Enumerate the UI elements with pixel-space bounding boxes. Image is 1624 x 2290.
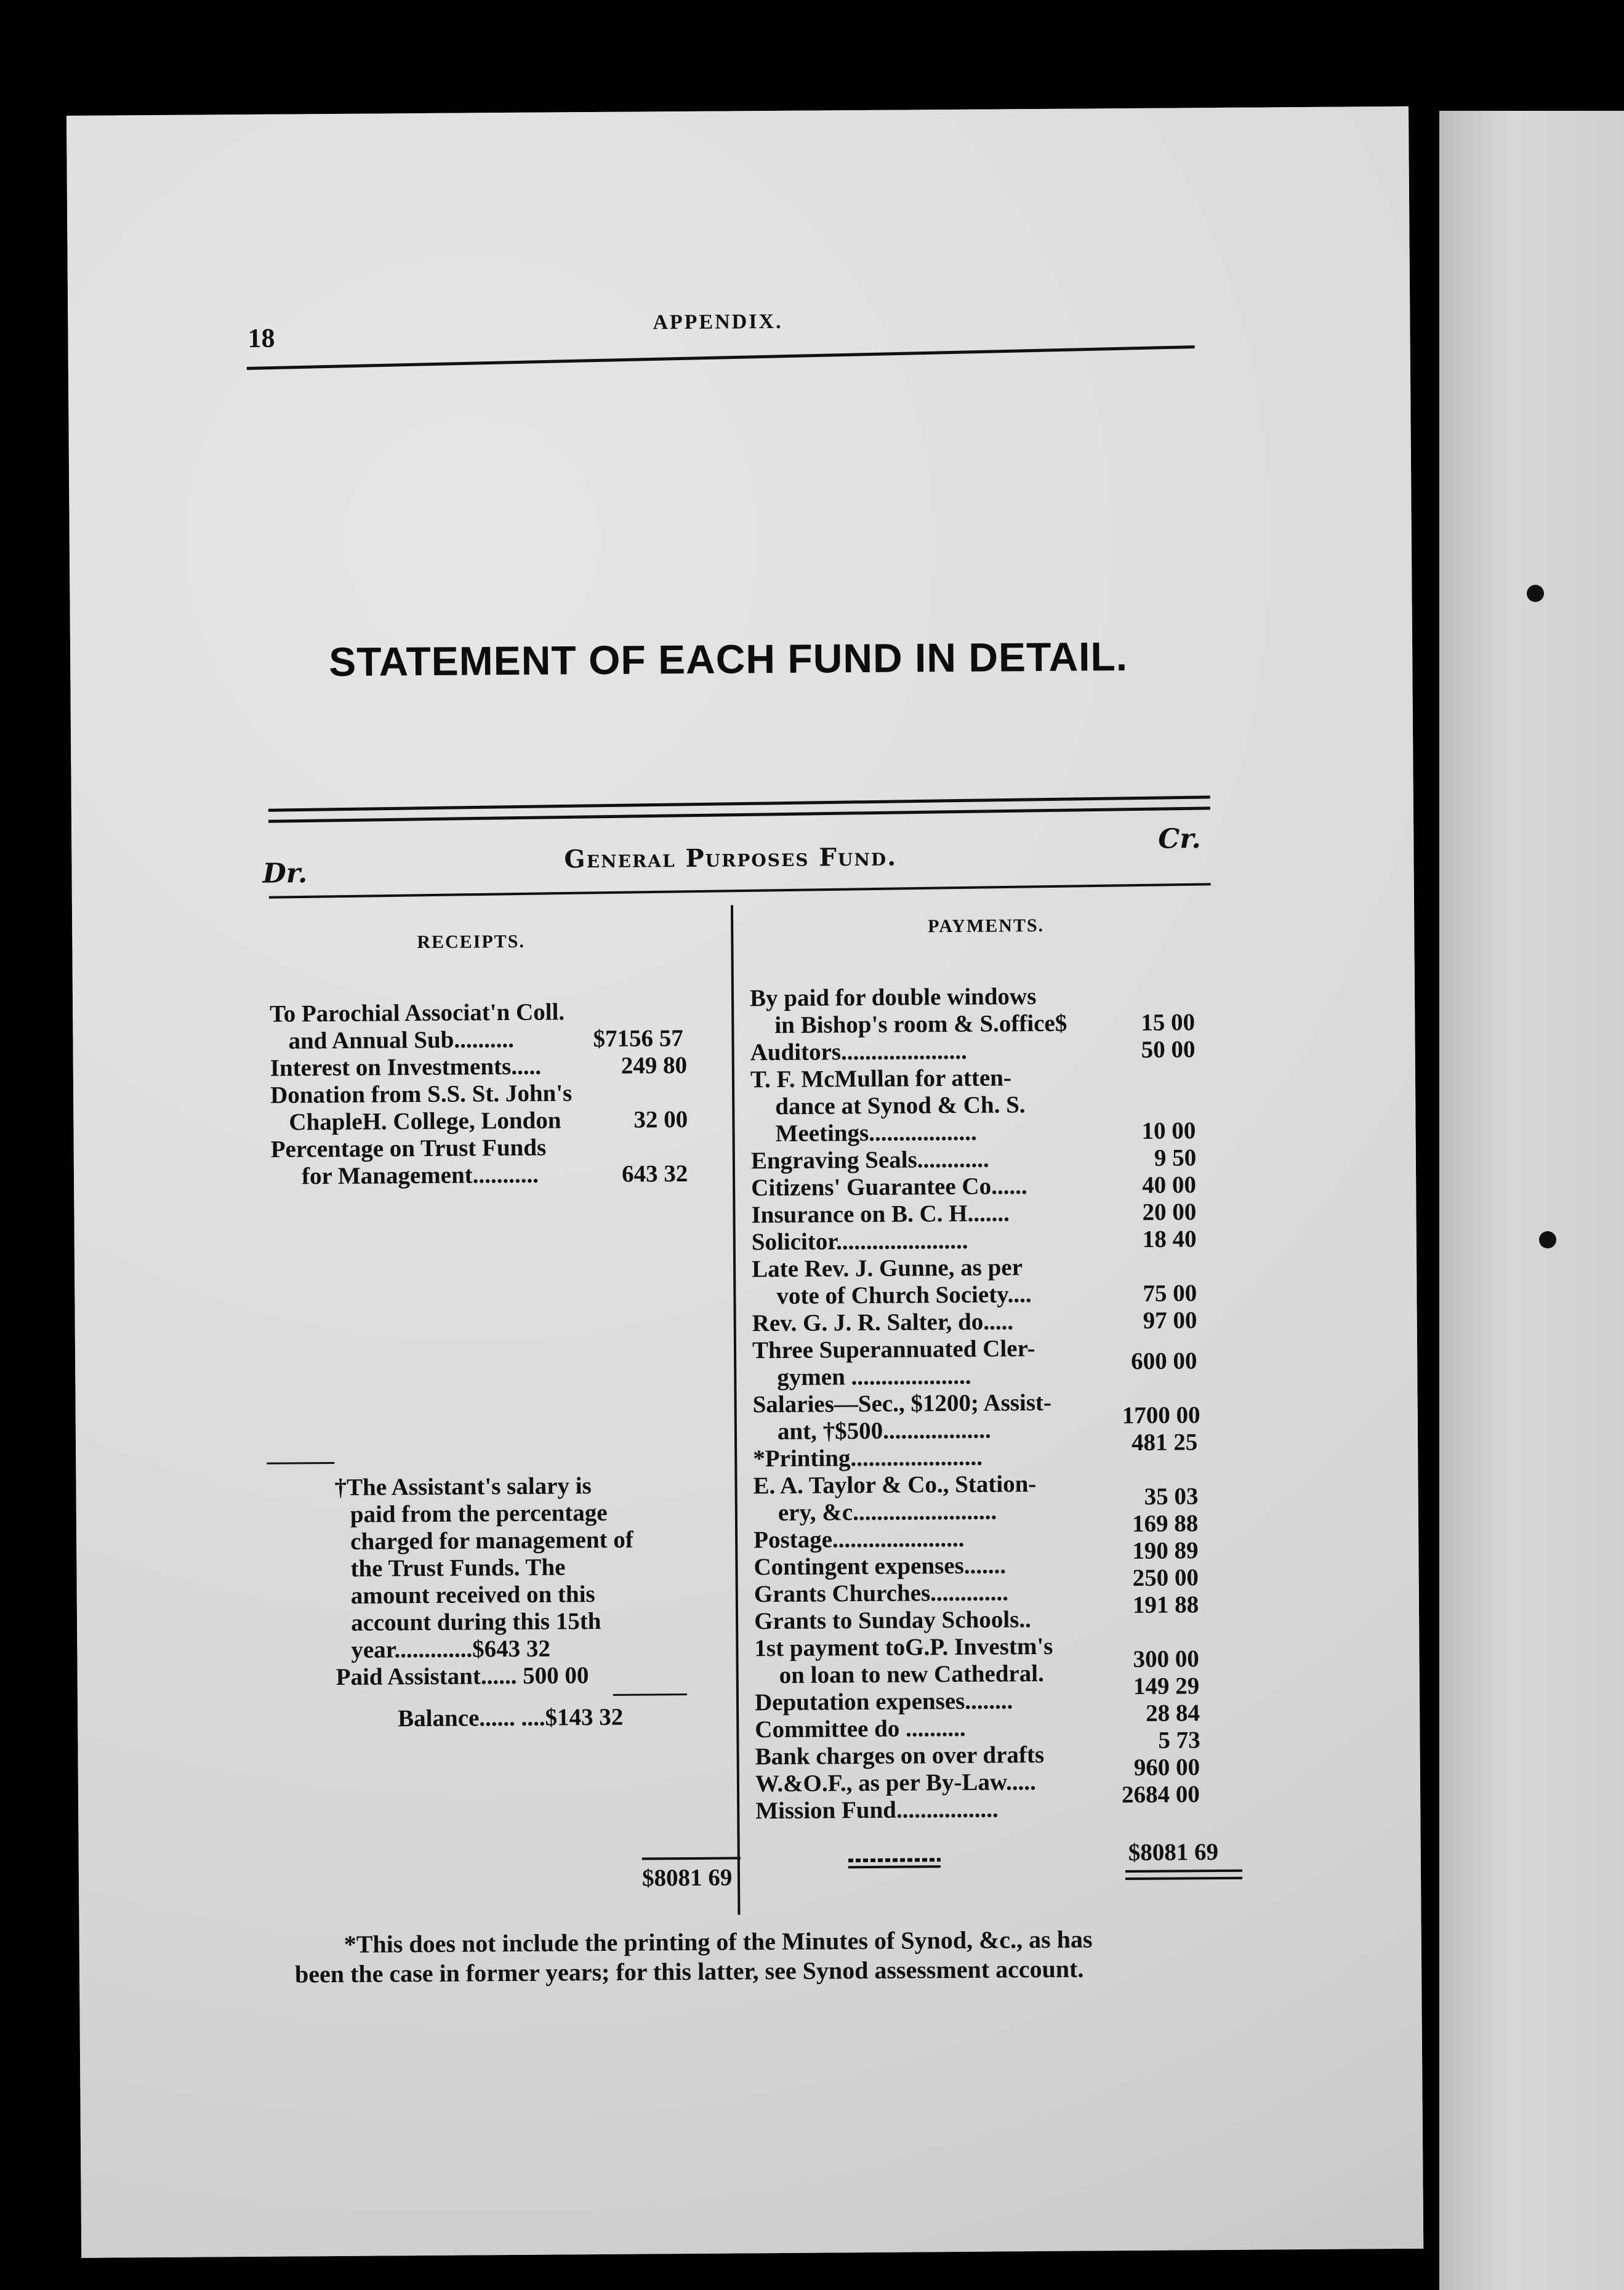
debit-label: Dr. [262,858,308,890]
note-line: account during this 15th [350,1607,601,1636]
payment-amount: 20 00 [1142,1199,1197,1226]
payment-line: T. F. McMullan for atten- [750,1064,1012,1093]
running-head: APPENDIX. [653,310,783,334]
payment-amount: 75 00 [1143,1280,1197,1307]
payment-line: Meetings.................. [775,1119,977,1147]
payment-line: Contingent expenses....... [754,1552,1007,1581]
payment-line: Late Rev. J. Gunne, as per [751,1254,1023,1283]
payment-amount: 28 84 [1146,1700,1200,1727]
payment-line: E. A. Taylor & Co., Station- [753,1471,1037,1500]
receipt-line: Interest on Investments..... [270,1053,542,1082]
note-sum-rule [613,1693,687,1696]
payment-amount: 35 03 [1144,1483,1199,1510]
payment-line: vote of Church Society.... [776,1281,1032,1309]
payment-line: Insurance on B. C. H....... [751,1200,1010,1229]
page-number: 18 [247,323,275,353]
receipt-amount: $7156 57 [593,1025,683,1053]
payment-line: *Printing...................... [753,1444,983,1472]
column-divider [731,905,740,1914]
payment-amount: 481 25 [1131,1429,1198,1456]
payment-line: Grants to Sunday Schools.. [754,1606,1031,1635]
payment-amount: 600 00 [1131,1348,1197,1375]
note-line: Paid Assistant...... 500 00 [336,1662,589,1691]
payment-line: Rev. G. J. R. Salter, do..... [752,1308,1014,1337]
adjacent-page-edge [1439,111,1624,2290]
payment-amount: 18 40 [1142,1226,1197,1253]
header-rule [247,345,1195,370]
right-total-rule-2 [1125,1877,1242,1880]
payment-line: Solicitor...................... [751,1227,968,1256]
payment-line: Bank charges on over drafts [755,1741,1045,1770]
receipt-line: ChapleH. College, London [289,1107,561,1136]
payment-line: 1st payment toG.P. Investm's [754,1633,1053,1662]
payment-amount: 1700 00 [1122,1402,1200,1429]
payment-line: dance at Synod & Ch. S. [775,1091,1026,1120]
payment-amount: 2684 00 [1121,1781,1200,1809]
payment-line: Deputation expenses........ [754,1687,1013,1716]
payment-amount: 149 29 [1133,1673,1200,1700]
payment-amount: 190 89 [1132,1537,1199,1564]
payment-line: ery, &c........................ [778,1498,997,1526]
footnote-line-1: *This does not include the printing of the Minutes of Synod, &c., as has [344,1925,1093,1958]
right-total-rule [1125,1870,1242,1873]
payment-line: Mission Fund................. [755,1796,999,1825]
right-total: $8081 69 [1128,1839,1219,1866]
payment-amount: 300 00 [1133,1645,1199,1673]
note-line: paid from the percentage [350,1499,608,1528]
payment-amount: 191 88 [1132,1591,1199,1618]
document-page [66,106,1423,2258]
left-total-rule [642,1857,741,1860]
left-total: $8081 69 [641,1864,733,1892]
payment-line: in Bishop's room & S.office$ [774,1010,1067,1039]
payment-line: Grants Churches............. [754,1579,1009,1608]
note-balance: Balance...... ....$143 32 [398,1703,624,1732]
note-line: year.............$643 32 [351,1635,551,1663]
note-line: amount received on this [350,1581,595,1609]
payment-amount: 10 00 [1141,1117,1196,1144]
receipt-line: To Parochial Associat'n Coll. [270,998,565,1027]
payment-line: By paid for double windows [749,983,1037,1012]
payment-amount: 40 00 [1142,1171,1197,1199]
receipt-line: for Management........... [301,1161,539,1190]
payment-line: Citizens' Guarantee Co...... [751,1173,1027,1202]
note-line: charged for management of [350,1526,633,1555]
receipt-amount: 249 80 [621,1052,688,1079]
receipt-line: Donation from S.S. St. John's [270,1080,573,1109]
payment-line: Auditors..................... [750,1037,967,1066]
page-title: STATEMENT OF EACH FUND IN DETAIL. [328,633,1128,685]
receipt-amount: 32 00 [633,1106,688,1133]
payment-line: gymen .................... [777,1362,971,1391]
receipt-amount: 643 32 [621,1160,688,1187]
payment-line: ant, †$500.................. [777,1416,991,1445]
payment-amount: 5 73 [1158,1727,1200,1754]
payments-heading: PAYMENTS. [928,915,1045,937]
payment-line: Postage...................... [754,1525,965,1554]
note-line: the Trust Funds. The [350,1554,566,1582]
payment-amount: 169 88 [1132,1510,1199,1537]
payment-line: W.&O.F., as per By-Law..... [755,1769,1036,1798]
payment-amount: 250 00 [1132,1564,1199,1591]
payment-line: Engraving Seals............ [750,1146,989,1175]
receipt-line: Percentage on Trust Funds [270,1134,547,1163]
payment-line: Committee do .......... [755,1714,966,1743]
payment-amount: 97 00 [1143,1307,1197,1334]
payment-line: Three Superannuated Cler- [752,1335,1035,1364]
note-rule [267,1462,334,1464]
payment-line: Salaries—Sec., $1200; Assist- [752,1389,1052,1418]
payment-amount: 15 00 [1141,1009,1196,1036]
footnote-line-2: been the case in former years; for this latter, see Synod assessment account. [294,1955,1084,1988]
receipt-line: and Annual Sub.......... [288,1026,515,1055]
fund-name: General Purposes Fund. [564,842,898,874]
note-line: †The Assistant's salary is [334,1472,592,1501]
credit-label: Cr. [1158,823,1201,855]
scan-speck [1527,585,1544,602]
payment-line: on loan to new Cathedral. [779,1660,1044,1689]
scan-speck [1539,1231,1556,1248]
fund-rule [269,883,1211,898]
payments-dash-rule-2 [848,1865,941,1868]
payment-amount: 9 50 [1154,1144,1197,1171]
payments-dash-rule [848,1858,941,1862]
payment-amount: 960 00 [1133,1754,1200,1781]
receipts-heading: RECEIPTS. [417,931,526,953]
payment-amount: 50 00 [1141,1036,1196,1063]
